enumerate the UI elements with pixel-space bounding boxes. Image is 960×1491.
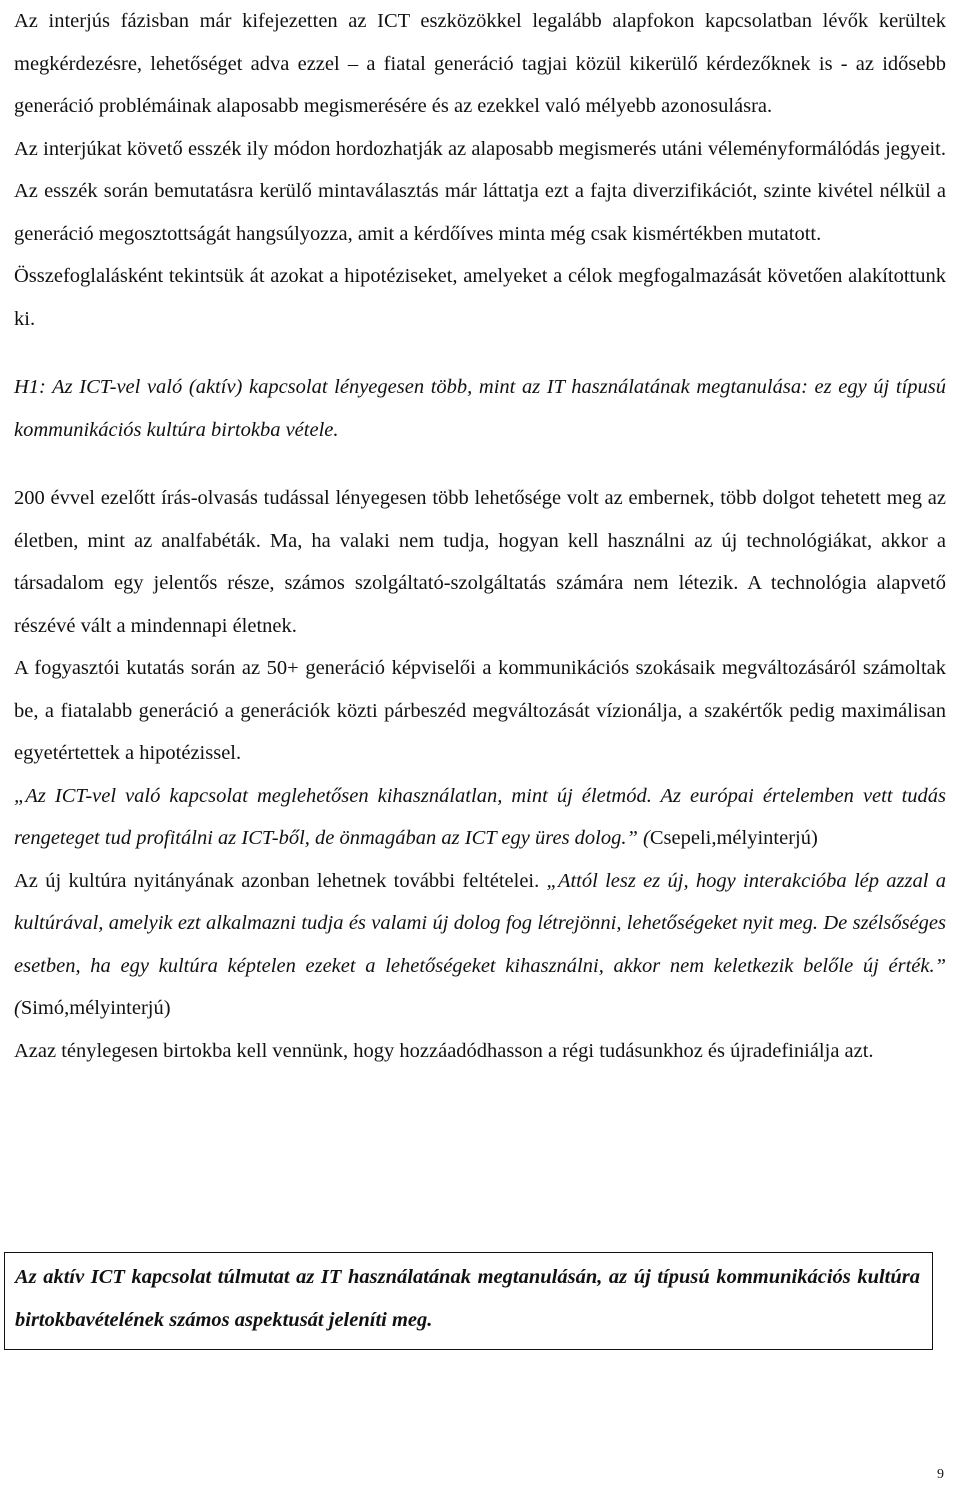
conclusion-text: Az aktív ICT kapcsolat túlmutat az IT használatának megtanulásán, az új típusú kommunikációs kultúra birtokbavételének számos aspektusát jeleníti meg. xyxy=(15,1266,920,1331)
paragraph-summary: Összefoglalásként tekintsük át azokat a hipotéziseket, amelyeket a célok megfogalmazását követően alakítottunk ki. xyxy=(14,265,946,330)
paragraph-ownership: Azaz ténylegesen birtokba kell vennünk, hogy hozzáadódhasson a régi tudásunkhoz és újradefiniálja azt. xyxy=(14,1039,874,1062)
spacer xyxy=(14,340,946,366)
hypothesis-h1: H1: Az ICT-vel való (aktív) kapcsolat lényegesen több, mint az IT használatának megtanulása: ez egy új típusú kommunikációs kultúra birtokba vétele. xyxy=(14,376,946,441)
conclusion-box xyxy=(4,1252,933,1350)
paragraph-essays: Az interjúkat követő esszék ily módon hordozhatják az alaposabb megismerés utáni véleményformálódás jegyeit. Az esszék során bemutatásra kerülő mintaválasztás már láttatja ezt a fajta diverzifikációt, szinte kivétel nélkül a generáció megosztottságát hangsúlyozza, amit a kérdőíves minta még csak kismértékben mutatott. xyxy=(14,137,946,245)
quote-simo-source: Simó,mélyinterjú) xyxy=(20,997,171,1019)
quote-csepeli-text: „Az ICT-vel való kapcsolat meglehetősen kihasználatlan, mint új életmód. Az európai értelemben vett tudás rengeteget tud profitálni az ICT-ből, de önmagában az ICT egy üres dolog.” ( xyxy=(14,784,946,849)
document-page xyxy=(14,0,946,1072)
paragraph-new-culture xyxy=(14,860,946,1030)
paragraph-literacy: 200 évvel ezelőtt írás-olvasás tudással lényegesen több lehetősége volt az embernek, több dolgot tehetett meg az életben, mint az analfabéták. Ma, ha valaki nem tudja, hogyan kell használni az új technológiákat, akkor a társadalom egy jelentős része, számos szolgáltató-szolgáltatás számára nem létezik. A technológia alapvető részévé vált a mindennapi életnek. xyxy=(14,487,946,637)
quote-csepeli xyxy=(14,775,946,860)
paragraph-interview-phase: Az interjús fázisban már kifejezetten az ICT eszközökkel legalább alapfokon kapcsolatban lévők kerültek megkérdezésre, lehetőséget adva ezzel – a fiatal generáció tagjai közül kikerülő kérdezőknek is - az idősebb generáció problémáinak alaposabb megismerésére és az ezekkel való mélyebb azonosulásra. xyxy=(14,10,946,117)
quote-simo-text: „Attól lesz ez új, hogy interakcióba lép azzal a kultúrával, amelyik ezt alkalmazni tudja és valami új dolog fog létrejönni, lehetőségeket nyit meg. De szélsőséges esetben, ha egy kultúra képtelen ezeket a lehetőségeket kihasználni, akkor nem keletkezik belőle új érték.” ( xyxy=(14,869,946,1019)
paragraph-new-culture-lead: Az új kultúra nyitányának azonban lehetnek további feltételei. xyxy=(14,869,547,892)
quote-csepeli-source: Csepeli,mélyinterjú) xyxy=(649,827,818,849)
spacer xyxy=(14,451,946,477)
paragraph-consumer-research: A fogyasztói kutatás során az 50+ generáció képviselői a kommunikációs szokásaik megváltozásáról számoltak be, a fiatalabb generáció a generációk közti párbeszéd megváltozását vízionálja, a szakértők pedig maximálisan egyetértettek a hipotézissel. xyxy=(14,657,946,764)
page-number: 9 xyxy=(937,1467,944,1482)
